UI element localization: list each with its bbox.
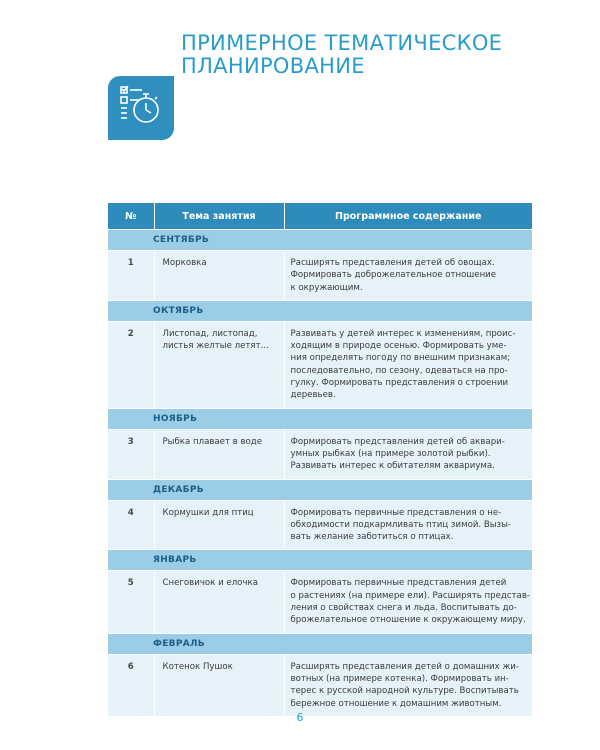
lesson-topic-line: Снеговичок и елочка <box>162 578 258 589</box>
program-content-line: Формировать представления детей об аквари- <box>290 436 505 447</box>
month-label: СЕНТЯБРЬ <box>108 230 532 251</box>
program-content-line: Расширять представления детей об овощах. <box>290 258 495 268</box>
program-content-line: вать желание заботиться о птицах. <box>290 532 454 543</box>
program-content-line: Формировать первичные представления детей <box>290 578 507 589</box>
program-content-line: ходящим в природе осенью. Формировать уме- <box>290 341 507 352</box>
table-row <box>108 321 532 408</box>
program-content-line: Расширять представления детей о домашних жи- <box>290 661 519 672</box>
program-content-line: ния определять погоду по внешним признакам; <box>290 353 511 364</box>
page-number: 6 <box>296 711 304 724</box>
lesson-topic-line: Морковка <box>162 258 207 268</box>
program-content <box>284 654 532 716</box>
program-content-line: умных рыбках (на примере золотой рыбки). <box>290 448 491 459</box>
program-content-line: Развивать у детей интерес к изменениям, проис- <box>290 328 516 339</box>
table-row <box>108 500 532 550</box>
month-row <box>108 230 532 251</box>
month-row <box>108 408 532 429</box>
lesson-number: 5 <box>108 571 154 633</box>
lesson-number: 1 <box>108 251 154 301</box>
lesson-number: 6 <box>108 654 154 716</box>
month-label: ОКТЯБРЬ <box>108 300 532 321</box>
month-row <box>108 633 532 654</box>
program-content <box>284 321 532 408</box>
program-content-line: гулку. Формировать представления о строении <box>290 378 509 389</box>
table-header-row <box>108 203 532 230</box>
lesson-number: 3 <box>108 429 154 479</box>
lesson-number: 4 <box>108 500 154 550</box>
month-label: ЯНВАРЬ <box>108 550 532 571</box>
program-content-line: Формировать первичные представления о не- <box>290 507 502 518</box>
column-header-topic: Тема занятия <box>154 203 284 230</box>
lesson-topic-line: листья желтые летят... <box>162 341 269 352</box>
lesson-topic-line: Кормушки для птиц <box>162 507 254 518</box>
lesson-topic <box>154 429 284 479</box>
program-content-line: бережное отношение к домашним животным. <box>290 698 502 709</box>
program-content <box>284 429 532 479</box>
table-row <box>108 654 532 716</box>
table-row <box>108 571 532 633</box>
page-title-line-1: ПРИМЕРНОЕ ТЕМАТИЧЕСКОЕ <box>181 31 503 55</box>
column-header-number: № <box>108 203 154 230</box>
lesson-topic <box>154 654 284 716</box>
lesson-number: 2 <box>108 321 154 408</box>
program-content-line: Формировать доброжелательное отношение <box>290 270 497 281</box>
month-row <box>108 550 532 571</box>
program-content-line: ления о свойствах снега и льда. Воспитывать до- <box>290 603 517 614</box>
program-content-line: последовательно, по сезону, одеваться на про- <box>290 365 508 376</box>
thematic-plan-table <box>108 203 532 716</box>
program-content <box>284 251 532 301</box>
program-content-line: терес к русской народной культуре. Воспитывать <box>290 686 519 697</box>
table-row <box>108 429 532 479</box>
page-title <box>181 32 502 78</box>
program-content-line: обходимости подкармливать птиц зимой. Вызы- <box>290 519 512 530</box>
month-label: ФЕВРАЛЬ <box>108 633 532 654</box>
month-label: НОЯБРЬ <box>108 408 532 429</box>
program-content-line: вотных (на примере котенка). Формировать ин- <box>290 673 509 684</box>
lesson-topic <box>154 500 284 550</box>
month-row <box>108 479 532 500</box>
program-content-line: брожелательное отношение к окружающему миру. <box>290 615 526 626</box>
program-content-line: деревьев. <box>290 390 336 401</box>
program-content-line: к окружающим. <box>290 282 363 293</box>
page-title-line-2: ПЛАНИРОВАНИЕ <box>181 54 365 78</box>
lesson-topic <box>154 321 284 408</box>
program-content <box>284 500 532 550</box>
lesson-topic <box>154 251 284 301</box>
program-content-line: о растениях (на примере ели). Расширять представ- <box>290 590 530 601</box>
program-content-line: Развивать интерес к обитателям аквариума. <box>290 461 495 472</box>
lesson-topic-line: Котенок Пушок <box>162 661 233 672</box>
column-header-content: Программное содержание <box>284 203 532 230</box>
month-row <box>108 300 532 321</box>
lesson-topic-line: Рыбка плавает в воде <box>162 436 263 447</box>
table-row <box>108 251 532 301</box>
month-label: ДЕКАБРЬ <box>108 479 532 500</box>
checklist-stopwatch-icon <box>108 76 174 140</box>
lesson-topic-line: Листопад, листопад, <box>162 328 258 339</box>
program-content <box>284 571 532 633</box>
lesson-topic <box>154 571 284 633</box>
